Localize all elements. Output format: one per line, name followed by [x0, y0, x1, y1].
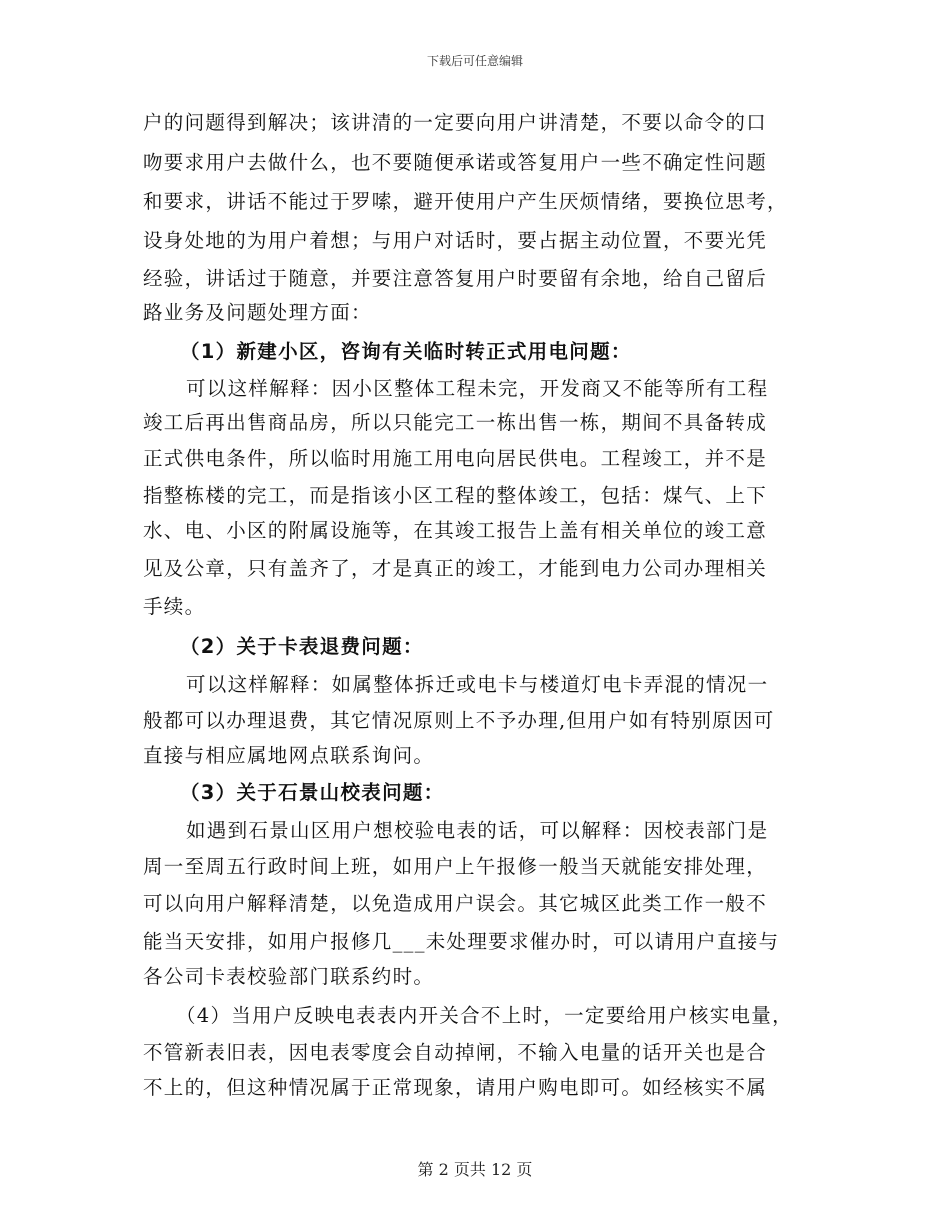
page-header-note: 下载后可任意编辑: [426, 54, 523, 68]
body-line: 经验，讲话过于随意，并要注意答复用户时要留有余地，给自己留后: [143, 267, 768, 290]
body-line: 可以这样解释：因小区整体工程未完，开发商又不能等所有工程: [186, 377, 769, 400]
body-line: 可以这样解释：如属整体拆迁或电卡与楼道灯电卡弄混的情况一: [186, 673, 769, 696]
body-line: 水、电、小区的附属设施等，在其竣工报告上盖有相关单位的竣工意: [143, 519, 768, 542]
body-line: 不上的，但这种情况属于正常现象，请用户购电即可。如经核实不属: [143, 1076, 768, 1099]
body-line: 正式供电条件，所以临时用施工用电向居民供电。工程竣工，并不是: [143, 447, 768, 470]
body-line: 和要求，讲话不能过于罗嗦，避开使用户产生厌烦情绪，要换位思考，: [143, 190, 788, 213]
body-line: 指整栋楼的完工，而是指该小区工程的整体竣工，包括：煤气、上下: [143, 484, 768, 507]
body-line: 手续。: [143, 595, 206, 618]
body-line: 不管新表旧表，因电表零度会自动掉闸，不输入电量的话开关也是合: [143, 1041, 768, 1064]
body-line: 设身处地的为用户着想；与用户对话时，要占据主动位置，不要光凭: [143, 229, 768, 252]
section-heading-1: （1）新建小区，咨询有关临时转正式用电问题：: [180, 340, 632, 363]
section-heading-3: （3）关于石景山校表问题：: [180, 781, 445, 804]
body-line: 路业务及问题处理方面：: [143, 301, 372, 324]
body-line: 竣工后再出售商品房，所以只能完工一栋出售一栋，期间不具备转成: [143, 411, 768, 434]
section-heading-2: （2）关于卡表退费问题：: [180, 635, 424, 658]
body-line: 能当天安排，如用户报修几___未处理要求催办时，可以请用户直接与: [143, 930, 780, 953]
body-line: 各公司卡表校验部门联系约时。: [143, 965, 435, 988]
body-line: 直接与相应属地网点联系询问。: [143, 744, 435, 767]
body-line: 见及公章，只有盖齐了，才是真正的竣工，才能到电力公司办理相关: [143, 557, 768, 580]
body-line: 周一至周五行政时间上班，如用户上午报修一般当天就能安排处理，: [143, 855, 768, 878]
body-line: 如遇到石景山区用户想校验电表的话，可以解释：因校表部门是: [186, 819, 769, 842]
section-paragraph-4: （4）当用户反映电表表内开关合不上时，一定要给用户核实电量，: [176, 1004, 793, 1027]
body-line: 可以向用户解释清楚，以免造成用户误会。其它城区此类工作一般不: [143, 892, 768, 915]
page-number-footer: 第 2 页共 12 页: [417, 1160, 533, 1179]
body-line: 般都可以办理退费，其它情况原则上不予办理,但用户如有特别原因可: [143, 709, 775, 732]
body-line: 吻要求用户去做什么，也不要随便承诺或答复用户一些不确定性问题: [143, 151, 768, 174]
body-line: 户的问题得到解决；该讲清的一定要向用户讲清楚，不要以命令的口: [143, 111, 768, 134]
